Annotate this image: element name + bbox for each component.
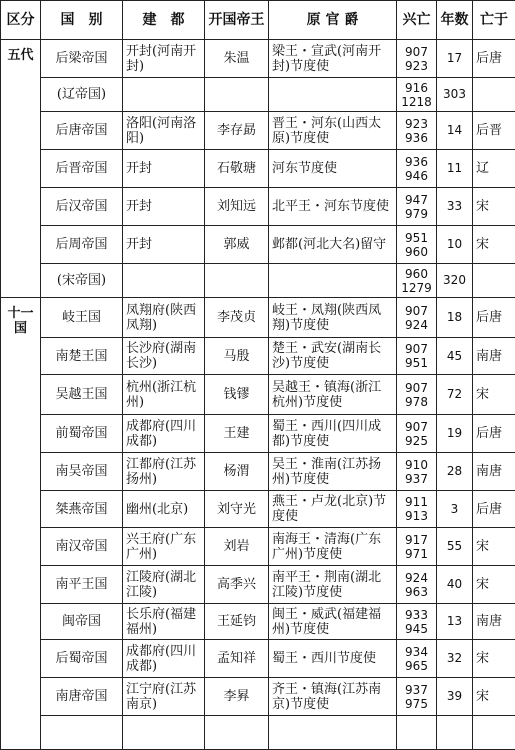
state-cell: 南楚王国	[41, 338, 123, 375]
start-year: 960	[400, 267, 433, 281]
rise-fall-cell	[397, 566, 437, 604]
origin-title-cell: 蜀王・西川节度使	[269, 640, 397, 678]
capital-cell: 杭州(浙江杭州)	[123, 375, 205, 415]
start-year: 936	[400, 155, 433, 169]
origin-title-cell: 晋王・河东(山西太原)节度使	[269, 112, 397, 150]
founder-cell: 刘守光	[205, 491, 269, 528]
conquered-by-cell: 后唐	[473, 298, 515, 338]
end-year: 946	[400, 169, 433, 183]
years-cell: 17	[437, 40, 473, 78]
state-cell: 后梁帝国	[41, 40, 123, 78]
end-year: 978	[400, 395, 433, 409]
capital-cell: 江宁府(江苏南京)	[123, 678, 205, 716]
table-row	[1, 112, 515, 150]
end-year: 951	[400, 356, 433, 370]
rise-fall-cell	[397, 226, 437, 264]
conquered-by-cell: 宋	[473, 528, 515, 566]
years-cell: 40	[437, 566, 473, 604]
origin-title-cell: 南海王・清海(广东广州)节度使	[269, 528, 397, 566]
conquered-by-cell: 南唐	[473, 453, 515, 491]
years-cell: 3	[437, 491, 473, 528]
years-cell: 14	[437, 112, 473, 150]
rise-fall-cell	[397, 375, 437, 415]
conquered-by-cell: 后晋	[473, 112, 515, 150]
origin-title-cell: 梁王・宣武(河南开封)节度使	[269, 40, 397, 78]
start-year: 907	[400, 420, 433, 434]
capital-cell: 开封(河南开封)	[123, 40, 205, 78]
origin-title-cell: 蜀王・西川(四川成都)节度使	[269, 415, 397, 453]
conquered-by-cell: 后唐	[473, 40, 515, 78]
capital-cell: 开封	[123, 188, 205, 226]
conquered-by-cell: 宋	[473, 226, 515, 264]
founder-cell: 高季兴	[205, 566, 269, 604]
rise-fall-cell	[397, 188, 437, 226]
region-label: 十一国	[1, 298, 41, 750]
capital-cell: 成都府(四川成都)	[123, 640, 205, 678]
state-cell: 桀燕帝国	[41, 491, 123, 528]
capital-cell	[123, 78, 205, 112]
end-year: 979	[400, 207, 433, 221]
end-year: 924	[400, 318, 433, 332]
conquered-by-cell: 宋	[473, 375, 515, 415]
start-year: 937	[400, 683, 433, 697]
start-year: 947	[400, 193, 433, 207]
state-cell: (宋帝国)	[41, 264, 123, 298]
header-rise-fall: 兴亡	[397, 1, 437, 40]
origin-title-cell: 楚王・武安(湖南长沙)节度使	[269, 338, 397, 375]
end-year: 963	[400, 585, 433, 599]
rise-fall-cell	[397, 150, 437, 188]
end-year: 937	[400, 472, 433, 486]
rise-fall-cell	[397, 528, 437, 566]
conquered-by-cell: 后唐	[473, 491, 515, 528]
years-cell: 18	[437, 298, 473, 338]
state-cell: 南吴帝国	[41, 453, 123, 491]
founder-cell: 李茂贞	[205, 298, 269, 338]
capital-cell	[123, 716, 205, 750]
founder-cell	[205, 264, 269, 298]
origin-title-cell: 燕王・卢龙(北京)节度使	[269, 491, 397, 528]
founder-cell: 刘知远	[205, 188, 269, 226]
conquered-by-cell	[473, 78, 515, 112]
years-cell: 39	[437, 678, 473, 716]
state-cell: 后蜀帝国	[41, 640, 123, 678]
header-conquered-by: 亡于	[473, 1, 515, 40]
years-cell: 32	[437, 640, 473, 678]
capital-cell: 成都府(四川成都)	[123, 415, 205, 453]
table-row	[1, 298, 515, 338]
table-row	[1, 226, 515, 264]
end-year: 960	[400, 245, 433, 259]
rise-fall-cell	[397, 264, 437, 298]
origin-title-cell	[269, 78, 397, 112]
table-row	[1, 528, 515, 566]
start-year: 910	[400, 458, 433, 472]
table-row	[1, 338, 515, 375]
founder-cell: 钱镠	[205, 375, 269, 415]
rise-fall-cell	[397, 678, 437, 716]
state-cell	[41, 716, 123, 750]
origin-title-cell: 河东节度使	[269, 150, 397, 188]
header-capital: 建 都	[123, 1, 205, 40]
founder-cell	[205, 716, 269, 750]
capital-cell: 江陵府(湖北江陵)	[123, 566, 205, 604]
state-cell: 南汉帝国	[41, 528, 123, 566]
end-year: 945	[400, 622, 433, 636]
state-cell: (辽帝国)	[41, 78, 123, 112]
rise-fall-cell	[397, 604, 437, 640]
founder-cell: 朱温	[205, 40, 269, 78]
capital-cell	[123, 264, 205, 298]
table-row	[1, 491, 515, 528]
founder-cell: 李昪	[205, 678, 269, 716]
header-origin-title: 原 官 爵	[269, 1, 397, 40]
table-row	[1, 40, 515, 78]
state-cell: 后汉帝国	[41, 188, 123, 226]
capital-cell: 凤翔府(陕西凤翔)	[123, 298, 205, 338]
table-row	[1, 78, 515, 112]
region-label: 五代	[1, 40, 41, 298]
start-year: 933	[400, 608, 433, 622]
table-row	[1, 415, 515, 453]
founder-cell: 郭威	[205, 226, 269, 264]
capital-cell: 幽州(北京)	[123, 491, 205, 528]
years-cell: 303	[437, 78, 473, 112]
end-year: 923	[400, 59, 433, 73]
origin-title-cell	[269, 716, 397, 750]
table-row	[1, 678, 515, 716]
origin-title-cell: 齐王・镇海(江苏南京)节度使	[269, 678, 397, 716]
header-state: 国 别	[41, 1, 123, 40]
end-year: 913	[400, 509, 433, 523]
start-year: 916	[400, 81, 433, 95]
conquered-by-cell: 宋	[473, 678, 515, 716]
conquered-by-cell: 后唐	[473, 415, 515, 453]
header-region: 区分	[1, 1, 41, 40]
origin-title-cell: 岐王・凤翔(陕西凤翔)节度使	[269, 298, 397, 338]
table-body	[1, 40, 515, 750]
conquered-by-cell	[473, 716, 515, 750]
header-founder: 开国帝王	[205, 1, 269, 40]
capital-cell: 兴王府(广东广州)	[123, 528, 205, 566]
header-row	[1, 1, 515, 40]
founder-cell: 杨渭	[205, 453, 269, 491]
rise-fall-cell	[397, 491, 437, 528]
founder-cell	[205, 78, 269, 112]
state-cell: 闽帝国	[41, 604, 123, 640]
table-row	[1, 453, 515, 491]
state-cell: 后周帝国	[41, 226, 123, 264]
state-cell: 南平王国	[41, 566, 123, 604]
capital-cell: 开封	[123, 150, 205, 188]
table-row	[1, 566, 515, 604]
end-year: 936	[400, 131, 433, 145]
rise-fall-cell	[397, 40, 437, 78]
capital-cell: 洛阳(河南洛阳)	[123, 112, 205, 150]
conquered-by-cell: 南唐	[473, 338, 515, 375]
start-year: 951	[400, 231, 433, 245]
origin-title-cell: 南平王・荆南(湖北江陵)节度使	[269, 566, 397, 604]
years-cell: 320	[437, 264, 473, 298]
years-cell: 72	[437, 375, 473, 415]
table-row	[1, 264, 515, 298]
start-year: 924	[400, 571, 433, 585]
conquered-by-cell: 南唐	[473, 604, 515, 640]
table-row	[1, 640, 515, 678]
rise-fall-cell	[397, 78, 437, 112]
state-cell: 吴越王国	[41, 375, 123, 415]
capital-cell: 江都府(江苏扬州)	[123, 453, 205, 491]
conquered-by-cell: 宋	[473, 566, 515, 604]
founder-cell: 石敬瑭	[205, 150, 269, 188]
end-year: 925	[400, 434, 433, 448]
start-year: 911	[400, 495, 433, 509]
years-cell: 10	[437, 226, 473, 264]
table-row	[1, 188, 515, 226]
table-row	[1, 716, 515, 750]
capital-cell: 长沙府(湖南长沙)	[123, 338, 205, 375]
end-year: 971	[400, 547, 433, 561]
end-year: 965	[400, 659, 433, 673]
state-cell: 岐王国	[41, 298, 123, 338]
years-cell: 45	[437, 338, 473, 375]
rise-fall-cell	[397, 453, 437, 491]
years-cell: 19	[437, 415, 473, 453]
start-year: 907	[400, 304, 433, 318]
founder-cell: 王建	[205, 415, 269, 453]
start-year: 934	[400, 645, 433, 659]
capital-cell: 长乐府(福建福州)	[123, 604, 205, 640]
rise-fall-cell	[397, 298, 437, 338]
origin-title-cell: 吴王・淮南(江苏扬州)节度使	[269, 453, 397, 491]
years-cell: 33	[437, 188, 473, 226]
rise-fall-cell	[397, 338, 437, 375]
conquered-by-cell	[473, 264, 515, 298]
start-year: 907	[400, 381, 433, 395]
table-row	[1, 150, 515, 188]
end-year: 975	[400, 697, 433, 711]
state-cell: 后晋帝国	[41, 150, 123, 188]
conquered-by-cell: 宋	[473, 188, 515, 226]
end-year: 1218	[400, 95, 433, 109]
rise-fall-cell	[397, 716, 437, 750]
table-row	[1, 604, 515, 640]
rise-fall-cell	[397, 415, 437, 453]
rise-fall-cell	[397, 112, 437, 150]
founder-cell: 王延钧	[205, 604, 269, 640]
end-year: 1279	[400, 281, 433, 295]
start-year: 923	[400, 117, 433, 131]
state-cell: 前蜀帝国	[41, 415, 123, 453]
years-cell: 28	[437, 453, 473, 491]
start-year: 907	[400, 45, 433, 59]
years-cell: 55	[437, 528, 473, 566]
years-cell: 13	[437, 604, 473, 640]
years-cell: 11	[437, 150, 473, 188]
origin-title-cell: 北平王・河东节度使	[269, 188, 397, 226]
start-year: 907	[400, 342, 433, 356]
origin-title-cell: 邺都(河北大名)留守	[269, 226, 397, 264]
years-cell	[437, 716, 473, 750]
conquered-by-cell: 宋	[473, 640, 515, 678]
rise-fall-cell	[397, 640, 437, 678]
capital-cell: 开封	[123, 226, 205, 264]
founder-cell: 李存勗	[205, 112, 269, 150]
state-cell: 后唐帝国	[41, 112, 123, 150]
state-cell: 南唐帝国	[41, 678, 123, 716]
founder-cell: 刘岩	[205, 528, 269, 566]
header-years: 年数	[437, 1, 473, 40]
founder-cell: 孟知祥	[205, 640, 269, 678]
origin-title-cell: 吴越王・镇海(浙江杭州)节度使	[269, 375, 397, 415]
origin-title-cell	[269, 264, 397, 298]
start-year: 917	[400, 533, 433, 547]
founder-cell: 马殷	[205, 338, 269, 375]
conquered-by-cell: 辽	[473, 150, 515, 188]
table-row	[1, 375, 515, 415]
origin-title-cell: 闽王・威武(福建福州)节度使	[269, 604, 397, 640]
